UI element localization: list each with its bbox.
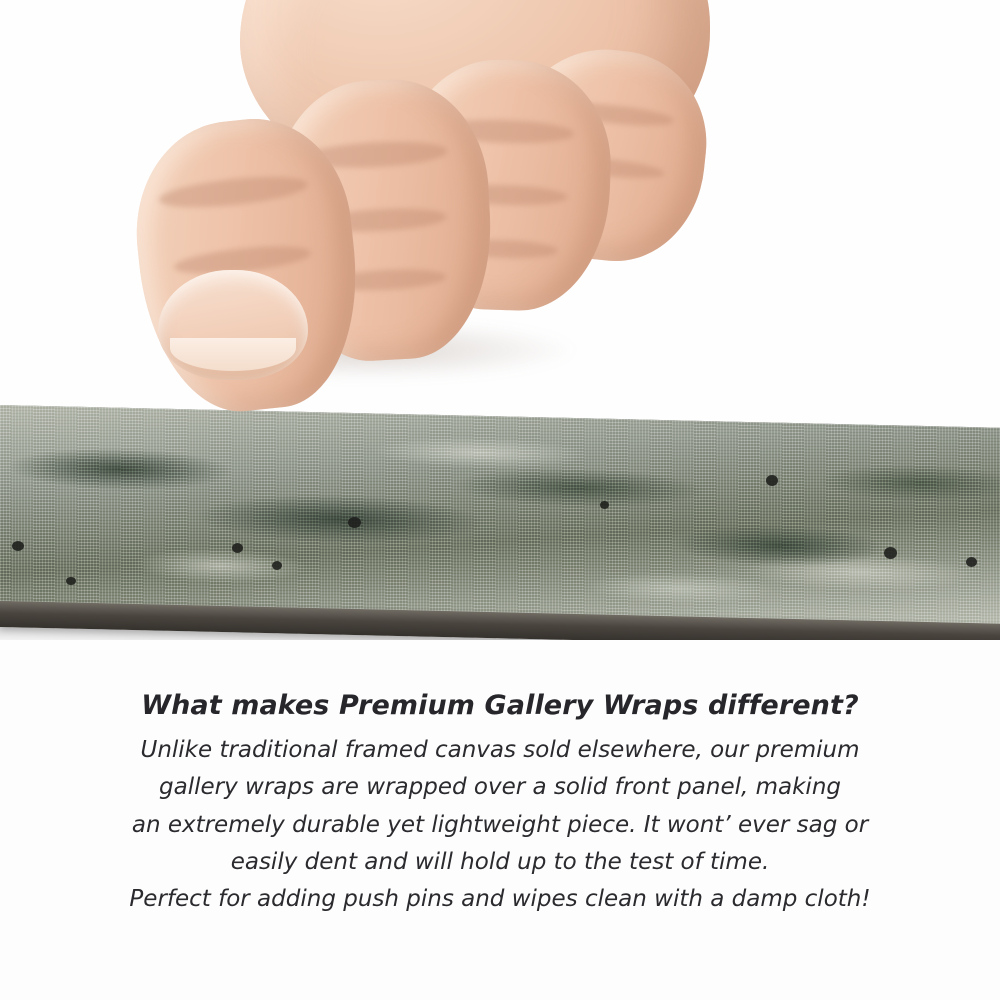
canvas-speck (232, 543, 243, 553)
canvas-speck (966, 557, 977, 567)
caption-line: gallery wraps are wrapped over a solid front panel, making (159, 774, 841, 801)
caption-line: an extremely durable yet lightweight piece. It wont’ ever sag or (131, 811, 869, 838)
caption-line: easily dent and will hold up to the test of time. (230, 848, 770, 875)
caption-body (0, 732, 1000, 918)
canvas-speck (348, 517, 361, 528)
fingernail (158, 270, 308, 380)
canvas-speck (766, 475, 778, 486)
canvas-speck (600, 501, 609, 509)
hand-pressing-canvas (100, 0, 700, 430)
caption-block (0, 690, 1000, 918)
canvas-speck (12, 541, 24, 551)
gallery-wrap-canvas-slab (0, 405, 1000, 640)
canvas-speck (272, 561, 282, 570)
canvas-speck (884, 547, 897, 559)
canvas-weave-texture (0, 405, 1000, 633)
caption-line: Unlike traditional framed canvas sold elsewhere, our premium (140, 737, 860, 763)
caption-line: Perfect for adding push pins and wipes clean with a damp cloth! (129, 886, 871, 912)
canvas-speck (66, 577, 76, 585)
caption-heading: What makes Premium Gallery Wraps different? (141, 690, 859, 721)
